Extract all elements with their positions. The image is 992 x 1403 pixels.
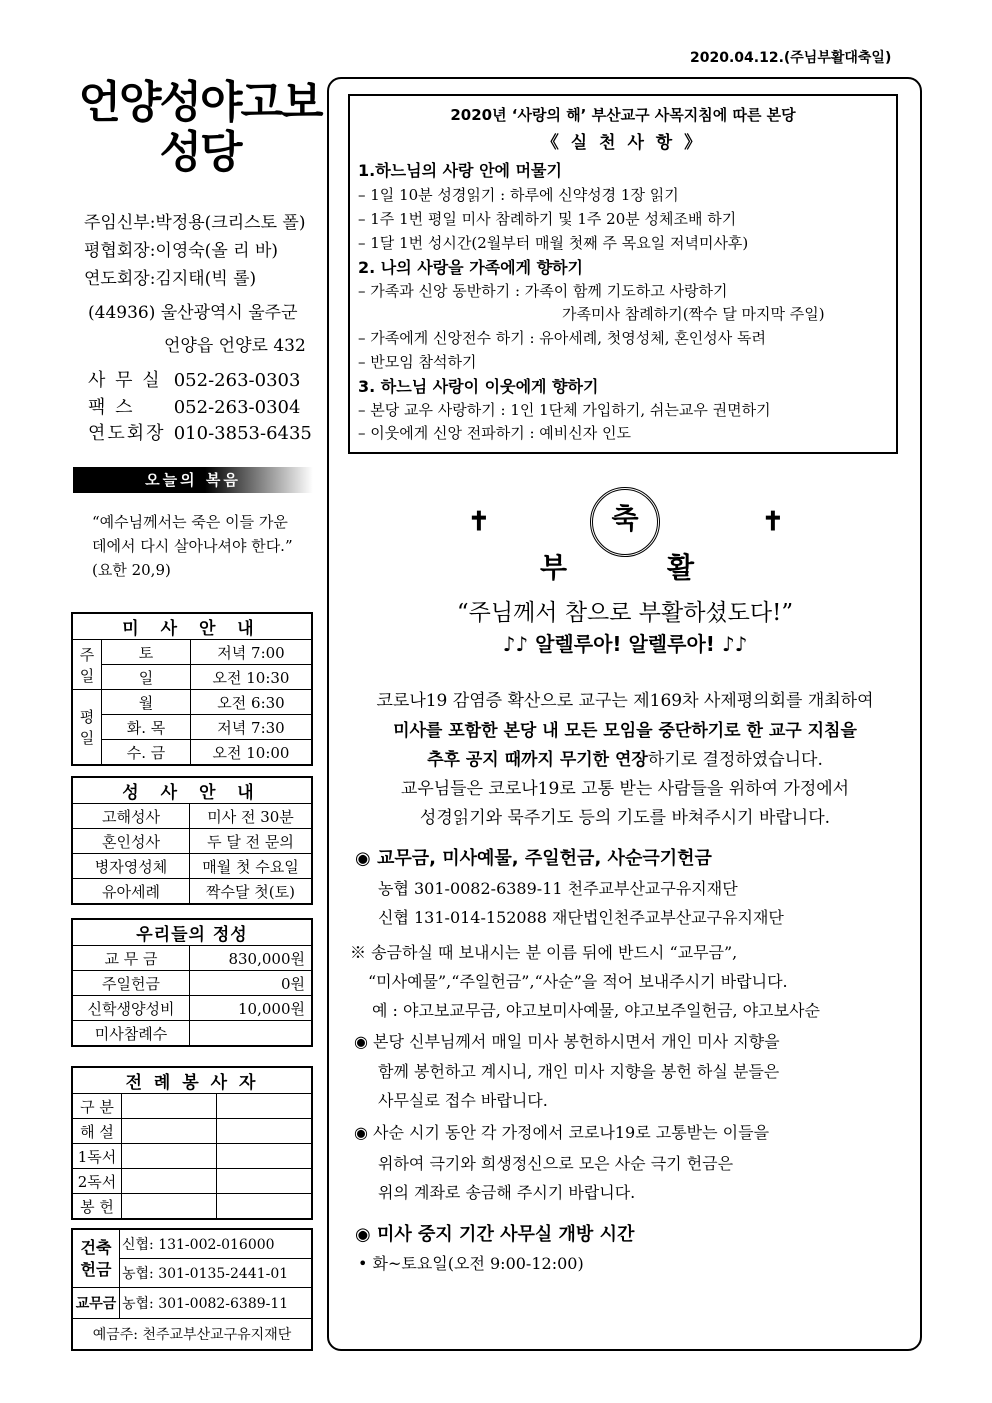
mass-time: 오전 10:30: [191, 665, 313, 690]
office-hours: • 화~토요일(오전 9:00-12:00): [358, 1254, 584, 1273]
pastoral-item: – 1주 1번 평일 미사 참례하기 및 1주 20분 성체조배 하기: [358, 210, 737, 228]
mass-time: 저녁 7:30: [191, 715, 313, 740]
sacrament-table: [71, 776, 313, 905]
notice-line: [330, 745, 920, 770]
bank-account-nh: 농협 301-0082-6389-11 천주교부산교구유지재단: [378, 879, 738, 898]
phone-fax: [88, 393, 300, 419]
mass-intention-notice: 사무실로 접수 바랍니다.: [378, 1091, 548, 1110]
parish-title: [70, 78, 330, 178]
office-hours-heading: ◉ 미사 중지 기간 사무실 개방 시간: [355, 1224, 635, 1245]
sacrament-info: 두 달 전 문의: [190, 829, 313, 854]
pastoral-item: – 가족에게 신앙전수 하기 : 유아세례, 첫영성체, 혼인성사 독려: [358, 329, 766, 347]
bank-account-shinhyup: 신협 131-014-152088 재단법인천주교부산교구유지재단: [378, 908, 784, 927]
cross-icon: ✝: [468, 507, 490, 537]
mass-intention-notice: ◉ 본당 신부님께서 매일 미사 봉헌하시면서 개인 미사 지향을: [354, 1032, 780, 1051]
phone-prayer-leader-value: 010-3853-6435: [173, 423, 312, 444]
pastoral-section-heading: 3. 하느님 사랑이 이웃에게 향하기: [358, 377, 599, 396]
remittance-note: ※ 송금하실 때 보내시는 분 이름 뒤에 반드시 “교무금”,: [350, 943, 738, 962]
mass-table-title: 미 사 안 내: [72, 613, 312, 640]
sacrament-table-title: 성 사 안 내: [72, 777, 312, 804]
sacrament-info: 매월 첫 수요일: [190, 854, 313, 879]
sacrament-info: 짝수달 첫(토): [190, 879, 313, 905]
sacrament-info: 미사 전 30분: [190, 804, 313, 829]
sacrament-name: 유아세례: [72, 879, 190, 905]
celebration-badge-icon: 축: [590, 487, 660, 557]
lenten-offering-notice: 위의 계좌로 송금해 주시기 바랍니다.: [378, 1183, 636, 1202]
remittance-example: 예 : 야고보교무금, 야고보미사예물, 야고보주일헌금, 야고보사순: [372, 1001, 820, 1020]
notice-line: 코로나19 감염증 확산으로 교구는 제169차 사제평의회를 개최하여: [376, 691, 874, 711]
pastoral-item: – 본당 교우 사랑하기 : 1인 1단체 가입하기, 쉬는교우 권면하기: [358, 401, 771, 419]
parish-title-line2: 성당: [159, 127, 241, 178]
ministry-role: 구 분: [72, 1094, 122, 1119]
pastoral-subtitle: 《 실 천 사 항 》: [541, 133, 705, 153]
notice-line: 미사를 포함한 본당 내 모든 모임을 중단하기로 한 교구 지침을: [393, 721, 857, 741]
accounts-table: [71, 1228, 313, 1351]
lenten-offering-notice: 위하여 극기와 희생정신으로 모은 사순 극기 헌금은: [378, 1154, 734, 1173]
phone-prayer-leader-label: 연도회장: [88, 423, 166, 444]
building-fund-label: 건축헌금: [72, 1229, 120, 1288]
lenten-offering-notice: ◉ 사순 시기 동안 각 가정에서 코로나19로 고통받는 이들을: [354, 1123, 770, 1142]
sacrament-name: 혼인성사: [72, 829, 190, 854]
notice-line: 교우님들은 코로나19로 고통 받는 사람들을 위하여 가정에서: [400, 779, 850, 799]
account-holder: 예금주: 천주교부산교구유지재단: [72, 1319, 312, 1351]
mass-schedule-table: [71, 612, 313, 766]
staff-council-president: 평협회장:이영숙(올 리 바): [84, 241, 279, 261]
building-account: 신협: 131-002-016000: [120, 1229, 313, 1259]
mass-time: 저녁 7:00: [191, 640, 313, 665]
mass-time: 오전 6:30: [191, 690, 313, 715]
church-dues-account: 농협: 301-0082-6389-11: [120, 1288, 313, 1319]
pastoral-item: – 1달 1번 성시간(2월부터 매월 첫째 주 목요일 저녁미사후): [358, 234, 749, 252]
ministry-role: 1독서: [72, 1144, 122, 1169]
pastoral-item: – 이웃에게 신앙 전파하기 : 예비신자 인도: [358, 424, 632, 442]
phone-office-label: 사 무 실: [88, 370, 162, 391]
notice-line-end: 하기로 결정하였습니다.: [647, 750, 823, 770]
offering-amount: 0원: [190, 971, 313, 996]
phone-office: [88, 366, 300, 392]
pastoral-title: 2020년 ‘사랑의 해’ 부산교구 사목지침에 따른 본당: [450, 106, 796, 124]
mass-intention-notice: 함께 봉헌하고 계시니, 개인 미사 지향을 봉헌 하실 분들은: [378, 1062, 780, 1081]
mass-day: 수. 금: [102, 740, 191, 766]
offering-label: 교 무 금: [72, 946, 190, 971]
address-line2: 언양읍 언양로 432: [164, 336, 306, 356]
mass-day: 월: [102, 690, 191, 715]
ministry-role: 해 설: [72, 1119, 122, 1144]
pastoral-item: – 1일 10분 성경읽기 : 하루에 신약성경 1장 읽기: [358, 186, 679, 204]
offering-label: 신학생양성비: [72, 996, 190, 1021]
ministry-table: [71, 1066, 313, 1220]
pastoral-item: – 가족과 신앙 동반하기 : 가족이 함께 기도하고 사랑하기: [358, 282, 728, 300]
remittance-note: “미사예물”,“주일헌금”,“사순”을 적어 보내주시기 바랍니다.: [368, 972, 788, 991]
address-line1: (44936) 울산광역시 울주군: [88, 303, 298, 323]
pastoral-section-heading: 1.하느님의 사랑 안에 머물기: [358, 161, 562, 180]
mass-group-sunday: 주일: [72, 640, 102, 690]
easter-quote: “주님께서 참으로 부활하셨도다!”: [456, 600, 794, 626]
notice-line: 성경읽기와 묵주기도 등의 기도를 바쳐주시기 바랍니다.: [419, 808, 831, 828]
cross-icon: ✝: [762, 507, 784, 537]
payments-heading: ◉ 교무금, 미사예물, 주일헌금, 사순극기헌금: [355, 848, 712, 869]
ministry-role: 봉 헌: [72, 1194, 122, 1220]
phone-fax-value: 052-263-0304: [173, 397, 301, 418]
offering-label: 미사참례수: [72, 1021, 190, 1047]
pastoral-item: – 반모임 참석하기: [358, 353, 477, 371]
phone-office-value: 052-263-0303: [173, 370, 301, 391]
bulletin-date: 2020.04.12.(주님부활대축일): [690, 50, 892, 66]
easter-title: 부활: [540, 551, 795, 584]
staff-pastor: 주임신부:박정용(크리스토 폴): [84, 213, 306, 233]
staff-prayer-leader: 연도회장:김지태(빅 롤): [84, 269, 257, 289]
sacrament-name: 병자영성체: [72, 854, 190, 879]
sacrament-name: 고해성사: [72, 804, 190, 829]
mass-group-weekday: 평일: [72, 690, 102, 766]
ministry-role: 2독서: [72, 1169, 122, 1194]
gospel-text: “예수님께서는 죽은 이들 가운데에서 다시 살아나셔야 한다.” (요한 20,9): [92, 513, 293, 579]
offering-table-title: 우리들의 정성: [72, 919, 312, 946]
offering-amount: [190, 1021, 313, 1047]
church-dues-label: 교무금: [72, 1288, 120, 1319]
building-account: 농협: 301-0135-2441-01: [120, 1259, 313, 1288]
gospel-header: 오늘의 복음: [73, 467, 313, 493]
mass-day: 화. 목: [102, 715, 191, 740]
parish-title-line1: 언양성야고보: [78, 77, 322, 128]
phone-fax-label: 팩 스: [88, 397, 135, 418]
offering-table: [71, 918, 313, 1047]
alleluia-text: ♪♪ 알렐루아! 알렐루아! ♪♪: [502, 632, 748, 656]
notice-emphasis: 추후 공지 때까지 무기한 연장: [427, 750, 648, 770]
offering-amount: 10,000원: [190, 996, 313, 1021]
phone-prayer-leader: [88, 419, 312, 445]
pastoral-item: 가족미사 참례하기(짝수 달 마지막 주일): [562, 305, 825, 323]
mass-time: 오전 10:00: [191, 740, 313, 766]
mass-day: 토: [102, 640, 191, 665]
pastoral-section-heading: 2. 나의 사랑을 가족에게 향하기: [358, 258, 583, 277]
offering-amount: 830,000원: [190, 946, 313, 971]
mass-day: 일: [102, 665, 191, 690]
ministry-table-title: 전 례 봉 사 자: [72, 1067, 312, 1094]
offering-label: 주일헌금: [72, 971, 190, 996]
